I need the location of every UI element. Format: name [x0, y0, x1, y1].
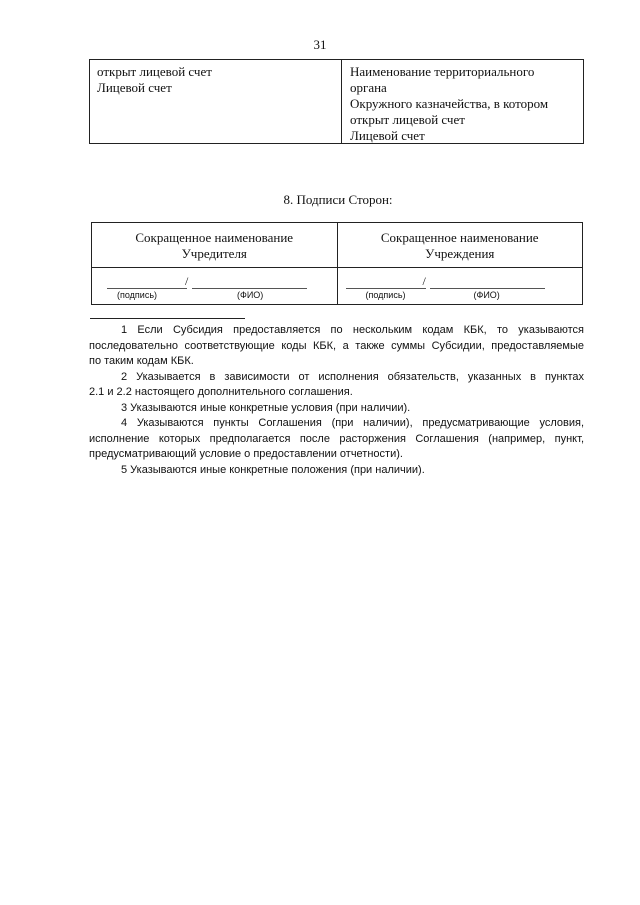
account-text-line: Окружного казначейства, в котором [350, 96, 549, 111]
account-table [89, 59, 584, 144]
signature-line [346, 288, 426, 289]
account-text-line: Наименование территориального [350, 64, 535, 79]
footnotes [89, 323, 584, 478]
account-table-left-cell [90, 60, 342, 143]
account-text-line: открыт лицевой счет [350, 112, 465, 127]
signatures-heading: 8. Подписи Сторон: [283, 192, 393, 207]
name-caption: (ФИО) [473, 290, 500, 300]
signature-slash: / [185, 274, 189, 288]
account-text-line: открыт лицевой счет [97, 64, 212, 79]
footnote-line: 3 Указываются иные конкретные условия (при наличии). [121, 401, 411, 414]
signature-caption: (подпись) [365, 290, 406, 300]
signatures-table [91, 222, 583, 305]
account-text-line: органа [350, 80, 387, 95]
signature-block-founder [92, 268, 338, 305]
footnote-line: 2 Указывается в зависимости от исполнения обязательств, указанных в пунктах [121, 370, 584, 383]
name-caption: (ФИО) [237, 290, 264, 300]
footnote-line: 5 Указываются иные конкретные положения (при наличии). [121, 463, 425, 476]
footnote-line: 4 Указываются пункты Соглашения (при наличии), предусматривающие условия, [121, 417, 584, 429]
signature-block-institution [338, 268, 583, 305]
signatures-body-row [92, 268, 582, 305]
party-title-line: Сокращенное наименование [135, 230, 294, 245]
signatures-header-row [92, 223, 582, 268]
party-header-founder [92, 223, 338, 267]
name-line [430, 288, 545, 289]
account-text-line: Лицевой счет [97, 80, 172, 95]
page-number: 31 [313, 37, 327, 52]
footnote-line: 2.1 и 2.2 настоящего дополнительного соглашения. [89, 386, 353, 398]
signature-line [107, 288, 187, 289]
signature-slash: / [422, 274, 426, 288]
footnote-line: исполнение которых предполагается после расторжения Соглашения (например, пункт, [89, 432, 584, 445]
party-title-line: Учредителя [181, 246, 247, 261]
footnote-line: по таким кодам КБК. [89, 355, 194, 367]
party-title-line: Учреждения [425, 246, 495, 261]
account-text-line: Лицевой счет [350, 128, 425, 143]
party-title-line: Сокращенное наименование [380, 230, 539, 245]
footnote-line: последовательно соответствующие коды КБК, а также суммы Субсидии, предоставляемые [89, 339, 584, 352]
account-table-right-cell [342, 60, 583, 143]
footnote-line: предусматривающий условие о предоставлении отчетности). [89, 448, 403, 460]
footnote-line: 1 Если Субсидия предоставляется по нескольким кодам КБК, то указываются [121, 324, 584, 336]
name-line [192, 288, 307, 289]
party-header-institution [338, 223, 583, 267]
footnote-separator [90, 318, 245, 319]
signature-caption: (подпись) [117, 290, 158, 300]
